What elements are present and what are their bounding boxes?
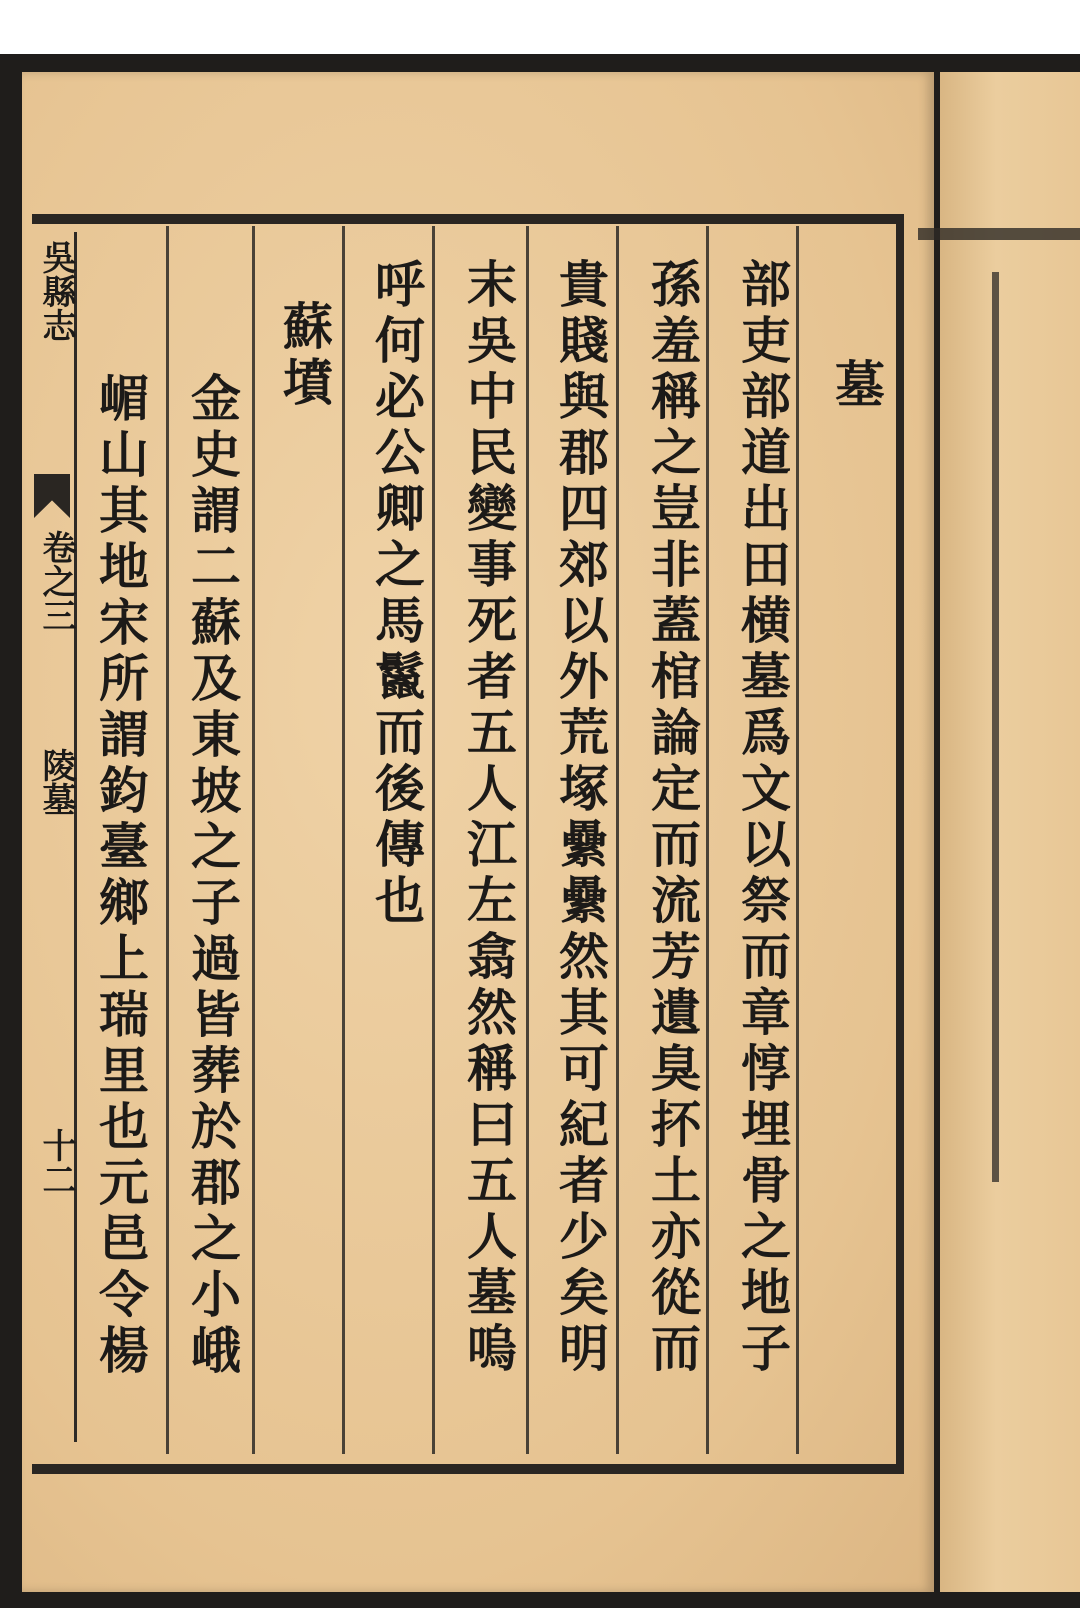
- banxin-page-number: 十二: [36, 1128, 76, 1196]
- banxin-volume: 卷之三: [36, 530, 76, 632]
- banxin-center-strip: [32, 232, 77, 1442]
- right-page-column-rule: [992, 272, 999, 1182]
- column-rule: [166, 226, 169, 1454]
- entry-title-su-fen: 蘇墳: [275, 300, 334, 412]
- column-rule: [432, 226, 435, 1454]
- column-rule: [706, 226, 709, 1454]
- text-column-8: 嵋山其地宋所謂鈞臺鄉上瑞里也元邑令楊: [91, 372, 150, 1380]
- text-column-2: 孫羞稱之豈非蓋棺論定而流芳遺臭抔土亦從而: [643, 258, 702, 1378]
- text-column-5: 呼何必公卿之馬鬣而後傳也: [367, 258, 426, 930]
- column-rule: [342, 226, 345, 1454]
- section-heading: 墓: [827, 358, 886, 408]
- banxin-section-name: 陵墓: [36, 748, 76, 816]
- text-column-7: 金史謂二蘇及東坡之子過皆葬於郡之小峨: [183, 372, 242, 1380]
- text-column-1: 部吏部道出田横墓爲文以祭而章惇埋骨之地子: [733, 258, 792, 1378]
- text-column-3: 貴賤與郡四郊以外荒塚纍纍然其可紀者少矣明: [551, 258, 610, 1378]
- text-column-4: 末吳中民變事死者五人江左翕然稱曰五人墓嗚: [459, 258, 518, 1378]
- book-page-right-edge: [940, 72, 1080, 1592]
- right-page-frame-top: [918, 228, 1080, 240]
- column-rule: [616, 226, 619, 1454]
- column-rule: [526, 226, 529, 1454]
- column-rule: [796, 226, 799, 1454]
- banxin-book-title: 吳縣志: [36, 240, 76, 342]
- column-rule: [252, 226, 255, 1454]
